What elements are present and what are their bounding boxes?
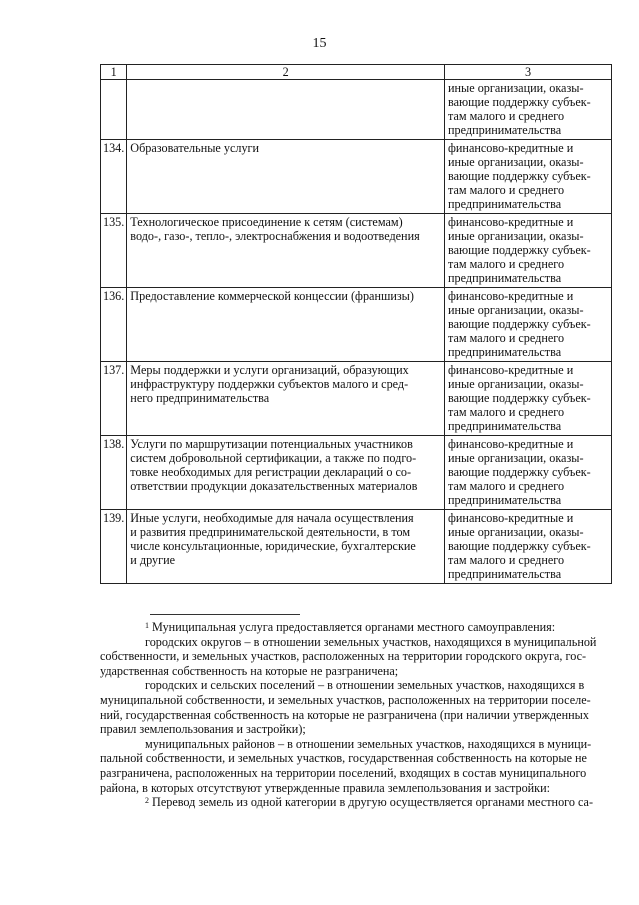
row-number: 138. <box>101 436 127 510</box>
footnote-text: правил землепользования и застройки); <box>100 722 306 737</box>
provider-line: там малого и среднего <box>448 553 565 567</box>
row-number <box>101 80 127 140</box>
table-row <box>101 140 612 214</box>
provider-line: предпринимательства <box>448 271 562 285</box>
footnote-text: разграничена, расположенных на территории поселений, входящих в состав муниципального <box>100 765 587 780</box>
service-name-cell <box>127 214 445 288</box>
footnote-text: городских округов – в отношении земельных участков, находящихся в муниципальной <box>145 634 597 649</box>
provider-line: предпринимательства <box>448 419 562 433</box>
footnote-marker: 2 <box>145 796 149 806</box>
provider-line: иные организации, оказы- <box>448 81 584 95</box>
footnote-text: Перевод земель из одной категории в другую осуществляется органами местного са- <box>152 795 594 810</box>
provider-line: вающие поддержку субъек- <box>448 95 591 109</box>
service-name-line: Предоставление коммерческой концессии (франшизы) <box>130 289 414 303</box>
row-number: 136. <box>101 288 127 362</box>
provider-line: там малого и среднего <box>448 479 565 493</box>
provider-line: финансово-кредитные и <box>448 289 574 303</box>
footnote-text: ударственная собственность на которые не разграничена; <box>100 663 399 678</box>
service-name-line: числе консультационные, юридические, бухгалтерские <box>130 539 416 553</box>
service-name-cell <box>127 140 445 214</box>
provider-line: иные организации, оказы- <box>448 377 584 391</box>
footnote-line <box>100 664 612 679</box>
provider-cell <box>445 510 612 584</box>
provider-line: там малого и среднего <box>448 109 565 123</box>
provider-line: иные организации, оказы- <box>448 155 584 169</box>
footnote-paragraph <box>100 635 612 679</box>
services-table <box>100 64 612 584</box>
footnote-line <box>100 751 612 766</box>
service-name-line: и другие <box>130 553 176 567</box>
provider-line: иные организации, оказы- <box>448 303 584 317</box>
service-name-cell <box>127 362 445 436</box>
provider-line: предпринимательства <box>448 345 562 359</box>
column-header-2: 2 <box>127 65 445 80</box>
provider-line: финансово-кредитные и <box>448 437 574 451</box>
service-name-cell <box>127 436 445 510</box>
service-name-cell <box>127 510 445 584</box>
provider-line: предпринимательства <box>448 197 562 211</box>
page-number: 15 <box>312 36 327 51</box>
service-name-cell <box>127 80 445 140</box>
footnote-line <box>100 708 612 723</box>
provider-line: финансово-кредитные и <box>448 363 574 377</box>
provider-line: вающие поддержку субъек- <box>448 391 591 405</box>
service-name-line: Иные услуги, необходимые для начала осуществления <box>130 511 414 525</box>
provider-line: предпринимательства <box>448 123 562 137</box>
footnote-line <box>100 620 612 635</box>
service-name-line: и развития предпринимательской деятельности, в том <box>130 525 411 539</box>
row-number: 137. <box>101 362 127 436</box>
service-name-line: него предпринимательства <box>130 391 270 405</box>
provider-line: вающие поддержку субъек- <box>448 465 591 479</box>
table-row <box>101 436 612 510</box>
row-number: 134. <box>101 140 127 214</box>
footnote-text: собственности, и земельных участков, расположенных на территории городского округа, гос- <box>100 649 587 664</box>
footnote-paragraph <box>100 678 612 736</box>
service-name-line: систем добровольной сертификации, а также по подго- <box>130 451 417 465</box>
table-row <box>101 80 612 140</box>
footnote-marker: 1 <box>145 621 149 630</box>
service-name-line: Меры поддержки и услуги организаций, образующих <box>130 363 409 377</box>
provider-line: там малого и среднего <box>448 183 565 197</box>
footnote-line <box>100 722 612 737</box>
footnote-paragraph <box>100 620 612 635</box>
footnote-paragraph <box>100 795 612 810</box>
footnote-line <box>100 635 612 650</box>
provider-line: предпринимательства <box>448 493 562 507</box>
provider-line: финансово-кредитные и <box>448 141 574 155</box>
provider-line: финансово-кредитные и <box>448 511 574 525</box>
service-name-cell <box>127 288 445 362</box>
row-number: 135. <box>101 214 127 288</box>
table-row <box>101 362 612 436</box>
footnote-text: муниципальной собственности, и земельных участков, расположенных на территории поселе- <box>100 692 591 707</box>
provider-line: там малого и среднего <box>448 331 565 345</box>
footnote-line <box>100 766 612 781</box>
provider-line: вающие поддержку субъек- <box>448 539 591 553</box>
footnote-line <box>100 693 612 708</box>
provider-line: вающие поддержку субъек- <box>448 317 591 331</box>
provider-line: иные организации, оказы- <box>448 229 584 243</box>
footnote-text: Муниципальная услуга предоставляется органами местного самоуправления: <box>152 620 556 634</box>
provider-line: вающие поддержку субъек- <box>448 169 591 183</box>
provider-line: предпринимательства <box>448 567 562 581</box>
service-name-line: товке необходимых для регистрации деклараций о со- <box>130 465 412 479</box>
footnote-line <box>100 649 612 664</box>
row-number: 139. <box>101 510 127 584</box>
footnote-line <box>100 737 612 752</box>
footnote-text: пальной собственности, и земельных участков, государственная собственность на которые не <box>100 751 587 766</box>
provider-line: финансово-кредитные и <box>448 215 574 229</box>
service-name-line: инфраструктуру поддержки субъектов малого и сред- <box>130 377 409 391</box>
provider-line: там малого и среднего <box>448 257 565 271</box>
provider-cell <box>445 362 612 436</box>
provider-line: иные организации, оказы- <box>448 525 584 539</box>
column-header-3: 3 <box>445 65 612 80</box>
provider-cell <box>445 436 612 510</box>
service-name-line: ответствии продукции доказательственных материалов <box>130 479 418 493</box>
table-row <box>101 510 612 584</box>
service-name-line: Образовательные услуги <box>130 141 260 155</box>
footnote-text: городских и сельских поселений – в отношении земельных участков, находящихся в <box>145 678 585 693</box>
footnotes <box>100 620 612 810</box>
provider-cell <box>445 214 612 288</box>
table-header-row <box>101 65 612 80</box>
column-header-1: 1 <box>101 65 127 80</box>
footnote-text: района, в которых отсутствуют утвержденные правила землепользования и застройки: <box>100 780 551 795</box>
table-row <box>101 288 612 362</box>
footnote-line <box>100 781 612 796</box>
provider-line: вающие поддержку субъек- <box>448 243 591 257</box>
provider-cell <box>445 140 612 214</box>
provider-cell <box>445 288 612 362</box>
service-name-line: Услуги по маршрутизации потенциальных участников <box>130 437 413 451</box>
footnote-line <box>100 678 612 693</box>
footnote-paragraph <box>100 737 612 795</box>
service-name-line: Технологическое присоединение к сетям (системам) <box>130 215 403 229</box>
footnote-line <box>100 795 612 810</box>
provider-cell <box>445 80 612 140</box>
provider-line: иные организации, оказы- <box>448 451 584 465</box>
footnote-text: ний, государственная собственность на которые не разграничена (при наличии утвержденных <box>100 707 589 722</box>
footnote-text: муниципальных районов – в отношении земельных участков, находящихся в муници- <box>145 736 592 751</box>
provider-line: там малого и среднего <box>448 405 565 419</box>
service-name-line: водо-, газо-, тепло-, электроснабжения и водоотведения <box>130 229 420 243</box>
footnote-separator <box>150 614 300 615</box>
table-row <box>101 214 612 288</box>
